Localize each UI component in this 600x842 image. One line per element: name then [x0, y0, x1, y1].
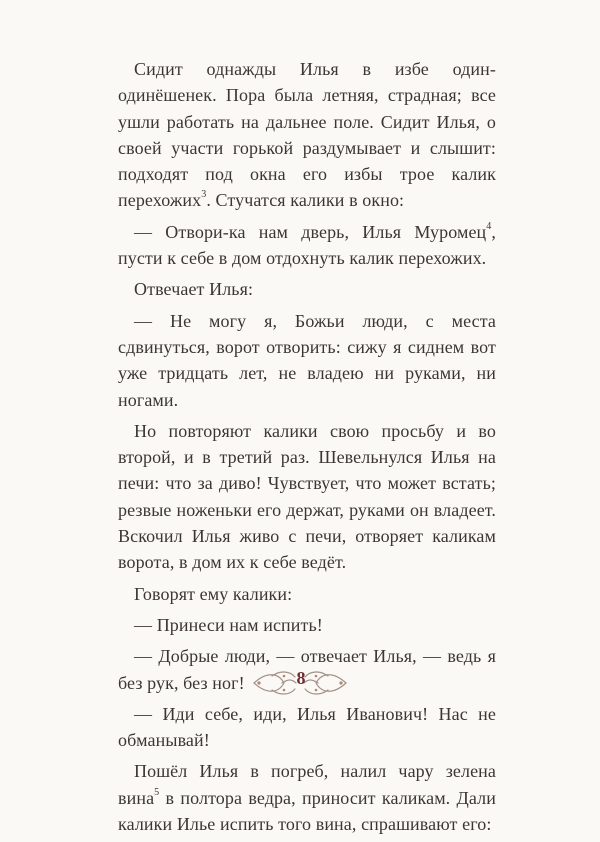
paragraph-8: — Добрые люди, — отвечает Илья, — ведь я без рук, без ног! [118, 646, 496, 693]
paragraph-text: Сидит однажды Илья в избе один-одинёшенек. Пора была летняя, страдная; все ушли работать на дальнее поле. Сидит Илья, о своей участи горькой раздумывает и слышит: подходят под окна его избы трое калик перехожих [118, 59, 496, 211]
paragraph-6: Говорят ему калики: [134, 583, 293, 604]
paragraph-7: — Принеси нам испить! [134, 614, 323, 635]
footnote-ref-3: 3 [201, 189, 207, 201]
page-number: 8 [296, 668, 306, 688]
paragraph-10 [118, 758, 496, 837]
page-footer [0, 660, 600, 700]
paragraph-text: . Стучатся калики в окно: [206, 190, 405, 211]
story-text [118, 56, 496, 842]
paragraph-4: — Не могу я, Божьи люди, с места сдвинуться, ворот отворить: сижу я сиднем вот уже тридцать лет, не владею ни руками, ни ногами. [118, 310, 496, 410]
paragraph-3: Отвечает Илья: [134, 279, 254, 300]
paragraph-text: , пусти к себе в дом отдохнуть калик перехожих. [118, 221, 496, 269]
paragraph-9: — Иди себе, иди, Илья Иванович! Нас не обманывай! [118, 703, 496, 751]
footnote-ref-4: 4 [486, 220, 492, 232]
paragraph-text: в полтора ведра, приносит каликам. Дали калики Илье испить того вина, спрашивают его: [118, 787, 496, 835]
paragraph-1 [118, 56, 496, 214]
paragraph-5: Но повторяют калики свою просьбу и во второй, и в третий раз. Шевельнулся Илья на печи: что за диво! Чувствует, что может встать; резвые ноженьки его держат, руками он владеет. Вскочил Илья живо с печи, отворяет каликам ворота, в дом их к себе ведёт. [118, 420, 496, 573]
paragraph-text: — Отвори-ка нам дверь, Илья Муромец [134, 221, 487, 242]
paragraph-text: Пошёл Илья в погреб, налил чару зелена вина [118, 761, 496, 808]
paragraph-2 [118, 219, 496, 272]
footnote-ref-5: 5 [154, 786, 160, 798]
